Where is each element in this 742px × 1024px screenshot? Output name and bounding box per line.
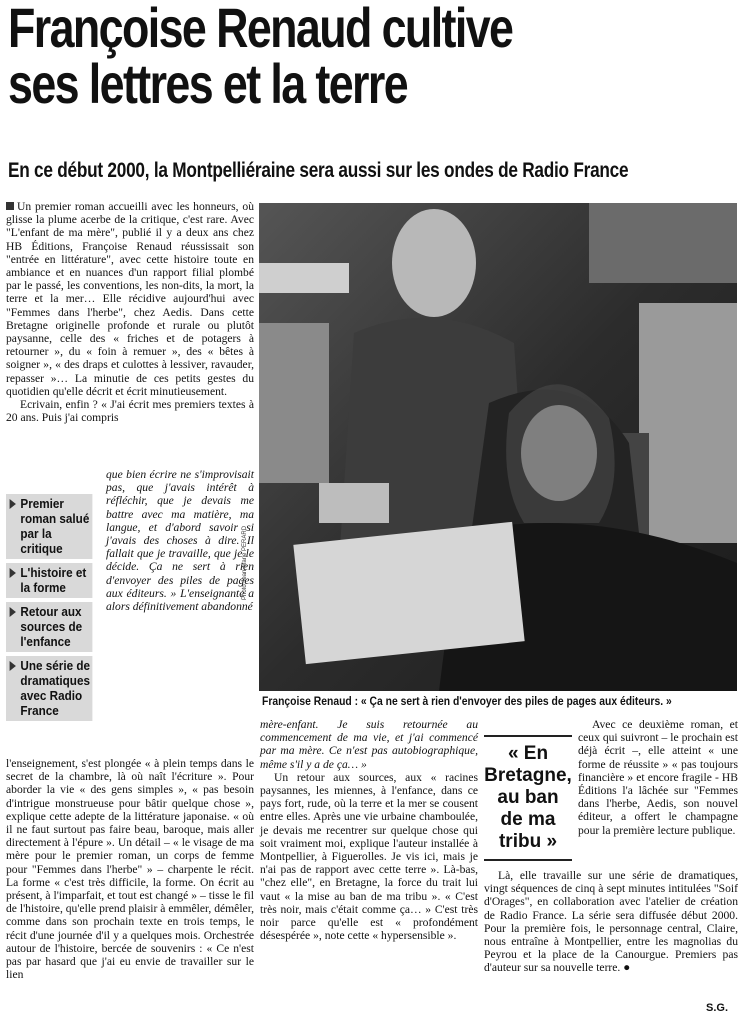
article-column-3-top: [578, 718, 738, 837]
bullet-square-icon: [6, 202, 14, 210]
pull-quote: « En Bretagne, au ban de ma tribu »: [484, 735, 572, 861]
paragraph-deuxieme-roman: Avec ce deuxième roman, et ceux qui suivront – le prochain est déjà écrit –, elle atteint « une forme de réussite » « pas toujours financière » et encore fragile - HB Éditions l'a lâchée sur "Femmes dans l'herbe, Aedis, son nouvel éditeur, a offert le champagne pour la première lecture publique.: [578, 718, 738, 837]
sidebar-item: Une série de dramatiques avec Radio France: [6, 656, 92, 721]
triangle-right-icon: [10, 661, 16, 671]
photo-illustration: [259, 203, 737, 691]
paragraph-dramatiques: Là, elle travaille sur une série de dramatiques, vingt séquences de cinq à sept minutes intitulées "Soif d'Orages", en collaboration avec l'atelier de création de Radio France. La série sera diffusée début 2000. Pour la première fois, le personnage central, Claire, nous entraîne à Montpellier, entre les magnolias du Peyrou et la place de la Canourgue. Premiers pas d'auteur sur sa nouvelle terre. ●: [484, 869, 738, 975]
paragraph-mere-enfant: mère-enfant. Je suis retournée au commencement de ma vie, et j'ai commencé par ma mère. Ce n'est pas autobiographique, même s'il y a de ça… »: [260, 718, 478, 771]
photo-credit: Photo Jean-Marie PERARD: [242, 525, 248, 600]
paragraph-enseignement: l'enseignement, s'est plongée « à plein temps dans le secret de la chambre, là où naît l'écriture ». Pour aborder la vie « des gens simples », « pas besoin d'intrigue monstrueuse pour bâtir quelque chose », explique cette adepte de la littérature japonaise. « où il ne faut surtout pas faire beau, baroque, mais aller directement à l'épure ». Un détail – « le visage de ma mère pour le premier roman, un corps de femme pour "Femmes dans l'herbe" » – charpente le récit. La forme « c'est très difficile, la forme. On écrit au présent, à l'imparfait, et tout est changé » – tisse le fil de l'histoire, qu'elle prend plaisir à emmêler, démêler, comme dans son prochain texte en trois temps, le récit d'une journée d'il y a quelques mois. Orchestrée autour de l'histoire, bercée de souvenirs : « Ce n'est pas par hasard que j'ai eu envie de travailler sur le lien: [6, 757, 254, 982]
sidebar-item: Premier roman salué par la critique: [6, 494, 92, 559]
triangle-right-icon: [10, 499, 16, 509]
triangle-right-icon: [10, 607, 16, 617]
sidebar-item: L'histoire et la forme: [6, 563, 92, 598]
headline: [8, 0, 592, 115]
article-column-3: [484, 869, 738, 975]
headline-line-2: ses lettres et la terre: [8, 52, 408, 115]
article-column-1-inset: [106, 468, 254, 613]
article-column-1: [6, 200, 254, 424]
headline-line-1: Françoise Renaud cultive: [8, 0, 513, 59]
triangle-right-icon: [10, 568, 16, 578]
paragraph-ecrivain: Ecrivain, enfin ? « J'ai écrit mes premiers textes à 20 ans. Puis j'ai compris: [6, 398, 254, 425]
subheadline: En ce début 2000, la Montpelliéraine sera aussi sur les ondes de Radio France: [8, 159, 629, 182]
paragraph-inset: que bien écrire ne s'improvisait pas, que j'avais intérêt à réfléchir, que je devais me battre avec ma matière, ma langue, et d'abord savoir si j'avais des choses à dire. Il fallait que je travaille, que je le décide. Ça ne sert à rien d'envoyer des piles de pages aux éditeurs. » L'enseignante a alors définitivement abandonné: [106, 468, 254, 614]
paragraph-retour-sources: Un retour aux sources, aux « racines paysannes, les miennes, à l'enfance, dans ce pays fort, rude, où la terre et la mer se cousent entre elles. Après une vie urbaine chamboulée, je devais me recentrer sur quelque chose qui soit vraiment moi, explique l'auteur installée à Montpellier, à Figuerolles. Je vis ici, mais je n'ai pas de rapport avec cette terre ». Là-bas, "chez elle", en Bretagne, la force du trait lui vaut « la mise au ban de ma tribu ». « C'est très noir, mais c'était comme ça… » C'est très noir parce qu'elle est « profondément désespérée », note cette « hypersensible ».: [260, 770, 478, 943]
author-signature: S.G.: [706, 1002, 729, 1014]
author-photo: [259, 203, 737, 691]
photo-caption: Françoise Renaud : « Ça ne sert à rien d'envoyer des piles de pages aux éditeurs. »: [262, 696, 672, 708]
paragraph-intro: Un premier roman accueilli avec les honneurs, où glisse la plume acerbe de la critique, c'est rare. Avec "L'enfant de ma mère", publié il y a deux ans chez HB Éditions, Françoise Renaud réussissait son "entrée en littérature", avec cette histoire toute en ambiance et en nuances d'un rapport filial plombé par le passé, les conventions, les non-dits, la mort, la terre et la mer… Elle récidive aujourd'hui avec "Femmes dans l'herbe", chez Aedis. Dans cette Bretagne originelle profonde et rurale ou plutôt paysanne, celle des « friches et de potagers à retourner », du « foin à remuer », des « bêtes à soigner », « des draps et culottes à lessiver, ravauder, repasser »… La minutie de ces petits gestes du quotidien qu'elle décrit et écrit minutieusement.: [6, 200, 254, 398]
article-column-2: [260, 718, 478, 942]
article-column-1-bottom: [6, 757, 254, 981]
sidebar-highlights: [6, 494, 102, 725]
sidebar-item: Retour aux sources de l'enfance: [6, 602, 92, 652]
